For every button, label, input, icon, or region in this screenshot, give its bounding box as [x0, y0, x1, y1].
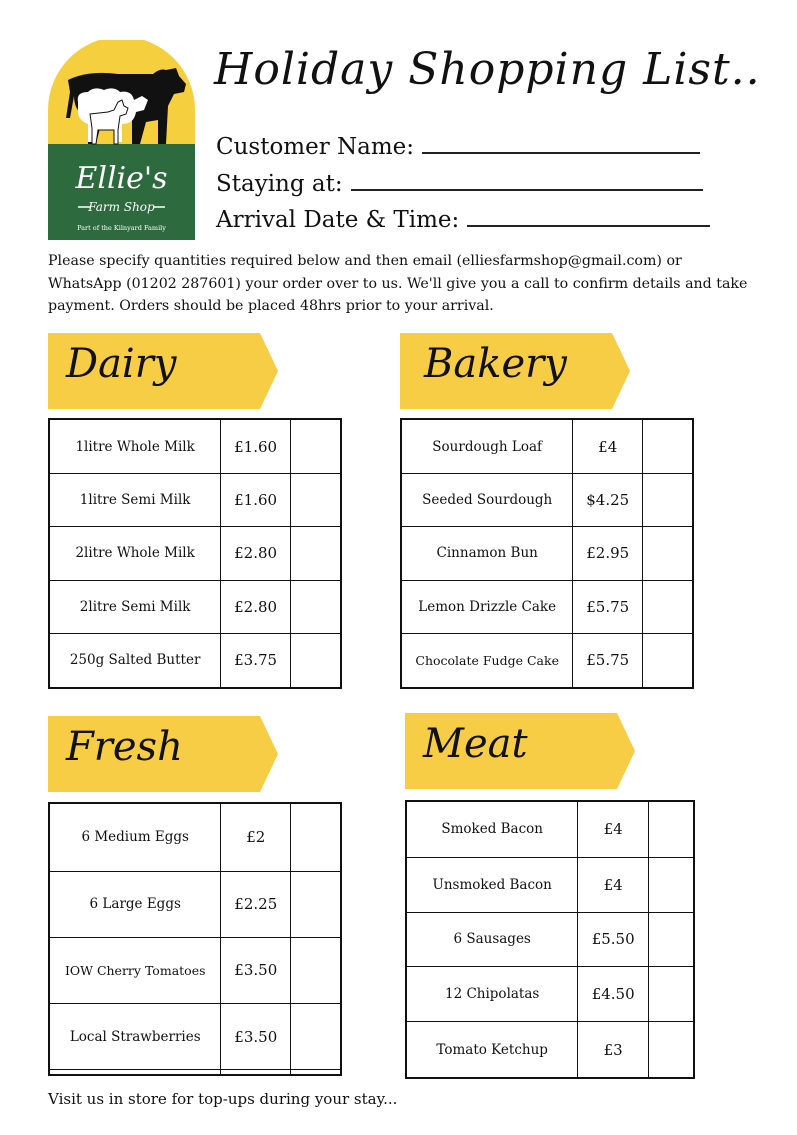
table-row: [49, 871, 341, 937]
table-row: [401, 527, 693, 580]
item-price: $4.25: [573, 474, 643, 527]
item-name: Sourdough Loaf: [401, 419, 573, 474]
quantity-cell[interactable]: [291, 1004, 341, 1070]
quantity-cell[interactable]: [649, 967, 695, 1022]
item-name: Chocolate Fudge Cake: [401, 633, 573, 688]
table-row: [401, 419, 693, 474]
table-row: [49, 419, 341, 474]
meat-banner: [405, 713, 635, 789]
fresh-heading: Fresh: [66, 724, 183, 770]
table-row: [406, 967, 694, 1022]
item-name: 1litre Semi Milk: [49, 474, 221, 527]
item-name: Seeded Sourdough: [401, 474, 573, 527]
quantity-cell[interactable]: [649, 1022, 695, 1078]
farm-shop-logo: [48, 40, 195, 240]
meat-table: [405, 800, 695, 1079]
arrival-field[interactable]: [216, 207, 710, 233]
fresh-table: [48, 802, 342, 1076]
dairy-table: [48, 418, 342, 689]
item-price: £2.25: [221, 871, 291, 937]
meat-heading: Meat: [423, 721, 528, 767]
staying-at-label: Staying at:: [216, 171, 343, 197]
item-price: £1.60: [221, 474, 291, 527]
bakery-table: [400, 418, 694, 689]
customer-name-field[interactable]: [216, 134, 700, 160]
logo-graphic: [48, 40, 195, 240]
item-name: 12 Chipolatas: [406, 967, 578, 1022]
quantity-cell[interactable]: [290, 580, 341, 633]
item-name: 250g Salted Butter: [49, 633, 221, 688]
quantity-cell[interactable]: [643, 474, 693, 527]
item-price: £5.75: [573, 633, 643, 688]
quantity-cell[interactable]: [649, 912, 695, 967]
table-row: [406, 801, 694, 857]
quantity-cell[interactable]: [290, 474, 341, 527]
quantity-cell[interactable]: [291, 1070, 341, 1075]
quantity-cell[interactable]: [649, 857, 695, 912]
item-name: IOW Cherry Tomatoes: [49, 937, 221, 1003]
item-name: Tomato Ketchup: [406, 1022, 578, 1078]
item-price: £5.75: [573, 580, 643, 633]
table-row: [406, 912, 694, 967]
intro-text: Please specify quantities required below and then email (elliesfarmshop@gmail.com) or WhatsApp (01202 287601) your order over to us. We'll give you a call to confirm details and take payment. Orders should be placed 48hrs prior to your arrival.: [48, 253, 748, 314]
table-row: [49, 937, 341, 1003]
quantity-cell[interactable]: [290, 633, 341, 688]
quantity-cell[interactable]: [290, 527, 341, 580]
quantity-cell[interactable]: [290, 419, 341, 474]
item-name: 6 Sausages: [406, 912, 578, 967]
table-row: [49, 803, 341, 871]
page-title: Holiday Shopping List..: [214, 44, 761, 95]
logo-subname: Farm Shop: [88, 200, 155, 214]
item-price: £5.50: [578, 912, 649, 967]
fresh-banner: [48, 716, 278, 792]
table-row: [49, 580, 341, 633]
quantity-cell[interactable]: [291, 803, 341, 871]
item-price: £2.80: [221, 580, 291, 633]
table-row: [406, 1022, 694, 1078]
item-price: £2: [221, 803, 291, 871]
customer-name-line[interactable]: [422, 152, 700, 154]
dairy-heading: Dairy: [66, 341, 177, 387]
bakery-heading: Bakery: [424, 341, 567, 387]
quantity-cell[interactable]: [643, 633, 693, 688]
quantity-cell[interactable]: [643, 527, 693, 580]
table-row: [401, 474, 693, 527]
item-name: 2litre Semi Milk: [49, 580, 221, 633]
footer-note: Visit us in store for top-ups during your stay...: [48, 1090, 398, 1108]
item-price: £4: [578, 857, 649, 912]
logo-tagline: Part of the Kilnyard Family: [77, 224, 166, 232]
item-name: Smoked Bacon: [406, 801, 578, 857]
table-row: [49, 633, 341, 688]
item-price: £3.50: [221, 1004, 291, 1070]
item-name: 2litre Whole Milk: [49, 527, 221, 580]
quantity-cell[interactable]: [291, 937, 341, 1003]
item-name: 6 Large Eggs: [49, 871, 221, 937]
arrival-label: Arrival Date & Time:: [216, 207, 460, 233]
bakery-banner: [400, 333, 630, 409]
table-row: [406, 857, 694, 912]
table-row: [49, 1070, 341, 1075]
table-row: [401, 580, 693, 633]
table-row: [49, 474, 341, 527]
item-name: Cinnamon Bun: [401, 527, 573, 580]
item-price: £3: [578, 1022, 649, 1078]
item-name: Unsmoked Bacon: [406, 857, 578, 912]
staying-at-field[interactable]: [216, 171, 703, 197]
quantity-cell[interactable]: [643, 580, 693, 633]
item-name: [49, 1070, 221, 1075]
item-name: 1litre Whole Milk: [49, 419, 221, 474]
item-price: £2.95: [573, 527, 643, 580]
table-row: [49, 1004, 341, 1070]
item-name: Lemon Drizzle Cake: [401, 580, 573, 633]
item-price: £1.60: [221, 419, 291, 474]
item-name: Local Strawberries: [49, 1004, 221, 1070]
quantity-cell[interactable]: [649, 801, 695, 857]
item-price: £3.75: [221, 633, 291, 688]
item-price: £2.80: [221, 527, 291, 580]
dairy-banner: [48, 333, 278, 409]
table-row: [49, 527, 341, 580]
table-row: [401, 633, 693, 688]
item-name: 6 Medium Eggs: [49, 803, 221, 871]
item-price: [221, 1070, 291, 1075]
item-price: £4.50: [578, 967, 649, 1022]
quantity-cell[interactable]: [291, 871, 341, 937]
quantity-cell[interactable]: [643, 419, 693, 474]
item-price: £3.50: [221, 937, 291, 1003]
logo-name: Ellie's: [75, 161, 168, 196]
arrival-line[interactable]: [467, 225, 710, 227]
staying-at-line[interactable]: [351, 189, 703, 191]
item-price: £4: [573, 419, 643, 474]
customer-name-label: Customer Name:: [216, 134, 415, 160]
item-price: £4: [578, 801, 649, 857]
